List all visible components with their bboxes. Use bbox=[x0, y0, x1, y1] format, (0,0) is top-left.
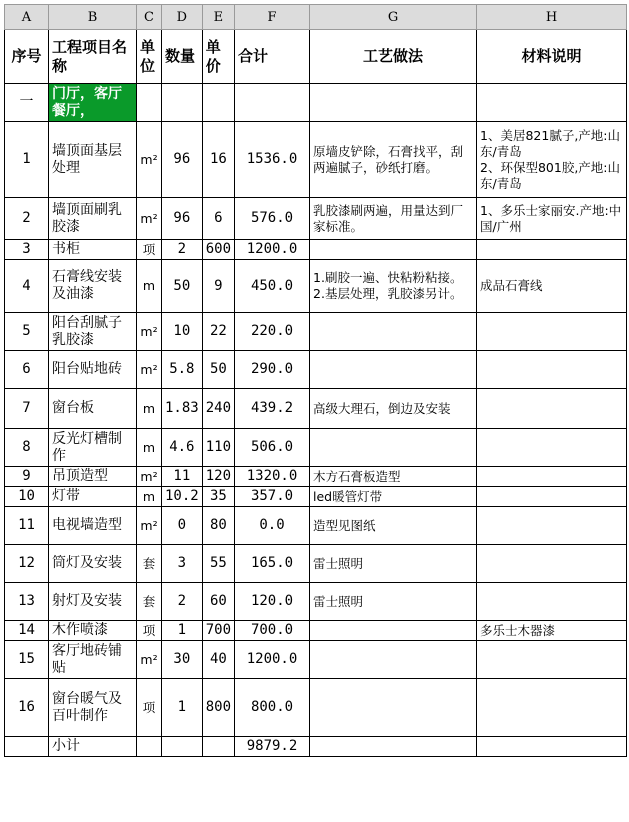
item-name[interactable]: 电视墙造型 bbox=[49, 507, 137, 545]
quantity[interactable]: 0 bbox=[162, 507, 203, 545]
section-number[interactable]: 一 bbox=[5, 84, 49, 122]
quantity[interactable]: 10.2 bbox=[162, 487, 203, 507]
quantity[interactable]: 3 bbox=[162, 545, 203, 583]
item-name[interactable]: 阳台刮腻子乳胶漆 bbox=[49, 313, 137, 351]
unit[interactable]: m² bbox=[137, 467, 162, 487]
material-description[interactable] bbox=[477, 641, 627, 679]
item-name[interactable]: 吊顶造型 bbox=[49, 467, 137, 487]
process-description[interactable] bbox=[310, 429, 477, 467]
header-unit[interactable]: 单位 bbox=[137, 30, 162, 84]
unit[interactable]: 项 bbox=[137, 240, 162, 260]
unit-price[interactable]: 22 bbox=[202, 313, 234, 351]
unit[interactable]: m bbox=[137, 260, 162, 313]
row-total[interactable]: 450.0 bbox=[235, 260, 310, 313]
spreadsheet bbox=[4, 4, 627, 757]
row-number[interactable]: 8 bbox=[5, 429, 49, 467]
material-description[interactable]: 成品石膏线 bbox=[477, 260, 627, 313]
unit-price[interactable]: 120 bbox=[202, 467, 234, 487]
row-total[interactable]: 1536.0 bbox=[235, 122, 310, 198]
row-number[interactable]: 13 bbox=[5, 583, 49, 621]
item-name[interactable]: 反光灯槽制作 bbox=[49, 429, 137, 467]
header-price[interactable]: 单价 bbox=[202, 30, 234, 84]
empty-cell[interactable] bbox=[235, 84, 310, 122]
row-total[interactable]: 506.0 bbox=[235, 429, 310, 467]
row-number[interactable]: 12 bbox=[5, 545, 49, 583]
row-total[interactable]: 439.2 bbox=[235, 389, 310, 429]
item-name[interactable]: 书柜 bbox=[49, 240, 137, 260]
column-letter-row bbox=[5, 5, 627, 30]
quantity[interactable]: 96 bbox=[162, 198, 203, 240]
empty-cell[interactable] bbox=[5, 737, 49, 757]
unit-price[interactable]: 9 bbox=[202, 260, 234, 313]
process-description[interactable] bbox=[310, 240, 477, 260]
empty-cell[interactable] bbox=[162, 84, 203, 122]
empty-cell[interactable] bbox=[477, 84, 627, 122]
quantity[interactable]: 11 bbox=[162, 467, 203, 487]
subtotal-row bbox=[5, 737, 627, 757]
process-description[interactable] bbox=[310, 679, 477, 737]
unit[interactable]: m bbox=[137, 487, 162, 507]
quantity[interactable]: 1 bbox=[162, 679, 203, 737]
row-total[interactable]: 576.0 bbox=[235, 198, 310, 240]
item-name[interactable]: 墙顶面刷乳胶漆 bbox=[49, 198, 137, 240]
row-total[interactable]: 290.0 bbox=[235, 351, 310, 389]
unit-price[interactable]: 60 bbox=[202, 583, 234, 621]
row-number[interactable]: 1 bbox=[5, 122, 49, 198]
unit[interactable]: 项 bbox=[137, 621, 162, 641]
unit[interactable]: m bbox=[137, 389, 162, 429]
quantity[interactable]: 2 bbox=[162, 240, 203, 260]
header-total[interactable]: 合计 bbox=[235, 30, 310, 84]
subtotal-label[interactable]: 小计 bbox=[49, 737, 137, 757]
subtotal-value[interactable]: 9879.2 bbox=[235, 737, 310, 757]
unit[interactable]: m² bbox=[137, 507, 162, 545]
row-number[interactable]: 14 bbox=[5, 621, 49, 641]
item-name[interactable]: 灯带 bbox=[49, 487, 137, 507]
row-total[interactable]: 700.0 bbox=[235, 621, 310, 641]
empty-cell[interactable] bbox=[310, 84, 477, 122]
table-row bbox=[5, 240, 627, 260]
material-description[interactable] bbox=[477, 389, 627, 429]
table-row bbox=[5, 122, 627, 198]
field-header-row bbox=[5, 30, 627, 84]
table-row bbox=[5, 351, 627, 389]
row-total[interactable]: 800.0 bbox=[235, 679, 310, 737]
material-description[interactable] bbox=[477, 583, 627, 621]
unit[interactable]: m² bbox=[137, 122, 162, 198]
process-description[interactable]: 木方石膏板造型 bbox=[310, 467, 477, 487]
process-description[interactable] bbox=[310, 641, 477, 679]
process-description[interactable]: 雷士照明 bbox=[310, 545, 477, 583]
row-total[interactable]: 165.0 bbox=[235, 545, 310, 583]
unit-price[interactable]: 55 bbox=[202, 545, 234, 583]
process-description[interactable]: 原墙皮铲除，石膏找平，刮两遍腻子，砂纸打磨。 bbox=[310, 122, 477, 198]
material-description[interactable] bbox=[477, 487, 627, 507]
empty-cell[interactable] bbox=[477, 737, 627, 757]
row-number[interactable]: 7 bbox=[5, 389, 49, 429]
item-name[interactable]: 筒灯及安装 bbox=[49, 545, 137, 583]
row-total[interactable]: 0.0 bbox=[235, 507, 310, 545]
table-row bbox=[5, 429, 627, 467]
quote-table bbox=[4, 4, 627, 757]
unit-price[interactable]: 35 bbox=[202, 487, 234, 507]
empty-cell[interactable] bbox=[162, 737, 203, 757]
material-description[interactable] bbox=[477, 240, 627, 260]
quantity[interactable]: 1 bbox=[162, 621, 203, 641]
table-row bbox=[5, 583, 627, 621]
table-row bbox=[5, 679, 627, 737]
table-row bbox=[5, 621, 627, 641]
process-description[interactable]: 雷士照明 bbox=[310, 583, 477, 621]
item-name[interactable]: 窗台板 bbox=[49, 389, 137, 429]
unit-price[interactable]: 240 bbox=[202, 389, 234, 429]
row-number[interactable]: 9 bbox=[5, 467, 49, 487]
header-process[interactable]: 工艺做法 bbox=[310, 30, 477, 84]
material-description[interactable] bbox=[477, 507, 627, 545]
table-row bbox=[5, 545, 627, 583]
column-header-g[interactable]: G bbox=[310, 5, 477, 30]
material-description[interactable]: 1、美居821腻子,产地:山东/青岛 2、环保型801胶,产地:山东/青岛 bbox=[477, 122, 627, 198]
quantity[interactable]: 5.8 bbox=[162, 351, 203, 389]
unit-price[interactable]: 600 bbox=[202, 240, 234, 260]
unit-price[interactable]: 80 bbox=[202, 507, 234, 545]
unit[interactable]: m² bbox=[137, 641, 162, 679]
row-number[interactable]: 10 bbox=[5, 487, 49, 507]
column-header-a[interactable]: A bbox=[5, 5, 49, 30]
row-number[interactable]: 11 bbox=[5, 507, 49, 545]
empty-cell[interactable] bbox=[137, 84, 162, 122]
empty-cell[interactable] bbox=[310, 737, 477, 757]
row-total[interactable]: 1200.0 bbox=[235, 240, 310, 260]
row-number[interactable]: 16 bbox=[5, 679, 49, 737]
section-row bbox=[5, 84, 627, 122]
row-number[interactable]: 6 bbox=[5, 351, 49, 389]
process-description[interactable]: 1.刷胶一遍、快粘粉粘接。2.基层处理，乳胶漆另计。 bbox=[310, 260, 477, 313]
header-item[interactable]: 工程项目名称 bbox=[49, 30, 137, 84]
unit-price[interactable]: 800 bbox=[202, 679, 234, 737]
unit[interactable]: m² bbox=[137, 198, 162, 240]
material-description[interactable] bbox=[477, 351, 627, 389]
row-total[interactable]: 1200.0 bbox=[235, 641, 310, 679]
item-name[interactable]: 阳台贴地砖 bbox=[49, 351, 137, 389]
column-header-f[interactable]: F bbox=[235, 5, 310, 30]
column-header-c[interactable]: C bbox=[137, 5, 162, 30]
unit[interactable]: m² bbox=[137, 313, 162, 351]
table-row bbox=[5, 507, 627, 545]
process-description[interactable]: 造型见图纸 bbox=[310, 507, 477, 545]
material-description[interactable] bbox=[477, 313, 627, 351]
item-name[interactable]: 射灯及安装 bbox=[49, 583, 137, 621]
quantity[interactable]: 50 bbox=[162, 260, 203, 313]
column-header-h[interactable]: H bbox=[477, 5, 627, 30]
table-row bbox=[5, 313, 627, 351]
empty-cell[interactable] bbox=[202, 737, 234, 757]
unit-price[interactable]: 700 bbox=[202, 621, 234, 641]
material-description[interactable] bbox=[477, 679, 627, 737]
process-description[interactable]: 高级大理石，倒边及安装 bbox=[310, 389, 477, 429]
process-description[interactable] bbox=[310, 313, 477, 351]
table-row bbox=[5, 389, 627, 429]
material-description[interactable] bbox=[477, 467, 627, 487]
material-description[interactable]: 1、多乐士家丽安.产地:中国/广州 bbox=[477, 198, 627, 240]
process-description[interactable] bbox=[310, 621, 477, 641]
row-number[interactable]: 5 bbox=[5, 313, 49, 351]
section-name[interactable]: 门厅，客厅餐厅， bbox=[49, 84, 137, 122]
table-row bbox=[5, 260, 627, 313]
material-description[interactable]: 多乐士木器漆 bbox=[477, 621, 627, 641]
empty-cell[interactable] bbox=[202, 84, 234, 122]
material-description[interactable] bbox=[477, 545, 627, 583]
table-row bbox=[5, 467, 627, 487]
quantity[interactable]: 10 bbox=[162, 313, 203, 351]
quantity[interactable]: 1.83 bbox=[162, 389, 203, 429]
item-name[interactable]: 木作喷漆 bbox=[49, 621, 137, 641]
row-number[interactable]: 3 bbox=[5, 240, 49, 260]
row-number[interactable]: 15 bbox=[5, 641, 49, 679]
row-total[interactable]: 120.0 bbox=[235, 583, 310, 621]
unit-price[interactable]: 6 bbox=[202, 198, 234, 240]
unit-price[interactable]: 16 bbox=[202, 122, 234, 198]
column-header-d[interactable]: D bbox=[162, 5, 203, 30]
table-row bbox=[5, 198, 627, 240]
unit[interactable]: 套 bbox=[137, 583, 162, 621]
row-number[interactable]: 4 bbox=[5, 260, 49, 313]
item-name[interactable]: 客厅地砖铺贴 bbox=[49, 641, 137, 679]
unit-price[interactable]: 110 bbox=[202, 429, 234, 467]
item-name[interactable]: 窗台暖气及百叶制作 bbox=[49, 679, 137, 737]
quantity[interactable]: 30 bbox=[162, 641, 203, 679]
header-material[interactable]: 材料说明 bbox=[477, 30, 627, 84]
table-row bbox=[5, 487, 627, 507]
item-name[interactable]: 石膏线安装及油漆 bbox=[49, 260, 137, 313]
unit[interactable]: 项 bbox=[137, 679, 162, 737]
item-name[interactable]: 墙顶面基层处理 bbox=[49, 122, 137, 198]
row-number[interactable]: 2 bbox=[5, 198, 49, 240]
row-total[interactable]: 220.0 bbox=[235, 313, 310, 351]
unit[interactable]: m² bbox=[137, 351, 162, 389]
table-row bbox=[5, 641, 627, 679]
quantity[interactable]: 4.6 bbox=[162, 429, 203, 467]
unit-price[interactable]: 40 bbox=[202, 641, 234, 679]
column-header-e[interactable]: E bbox=[202, 5, 234, 30]
unit[interactable]: 套 bbox=[137, 545, 162, 583]
column-header-b[interactable]: B bbox=[49, 5, 137, 30]
process-description[interactable]: led暖管灯带 bbox=[310, 487, 477, 507]
material-description[interactable] bbox=[477, 429, 627, 467]
row-total[interactable]: 357.0 bbox=[235, 487, 310, 507]
header-qty[interactable]: 数量 bbox=[162, 30, 203, 84]
unit-price[interactable]: 50 bbox=[202, 351, 234, 389]
quantity[interactable]: 96 bbox=[162, 122, 203, 198]
empty-cell[interactable] bbox=[137, 737, 162, 757]
header-no[interactable]: 序号 bbox=[5, 30, 49, 84]
unit[interactable]: m bbox=[137, 429, 162, 467]
quantity[interactable]: 2 bbox=[162, 583, 203, 621]
row-total[interactable]: 1320.0 bbox=[235, 467, 310, 487]
process-description[interactable]: 乳胶漆刷两遍，用量达到厂家标准。 bbox=[310, 198, 477, 240]
process-description[interactable] bbox=[310, 351, 477, 389]
